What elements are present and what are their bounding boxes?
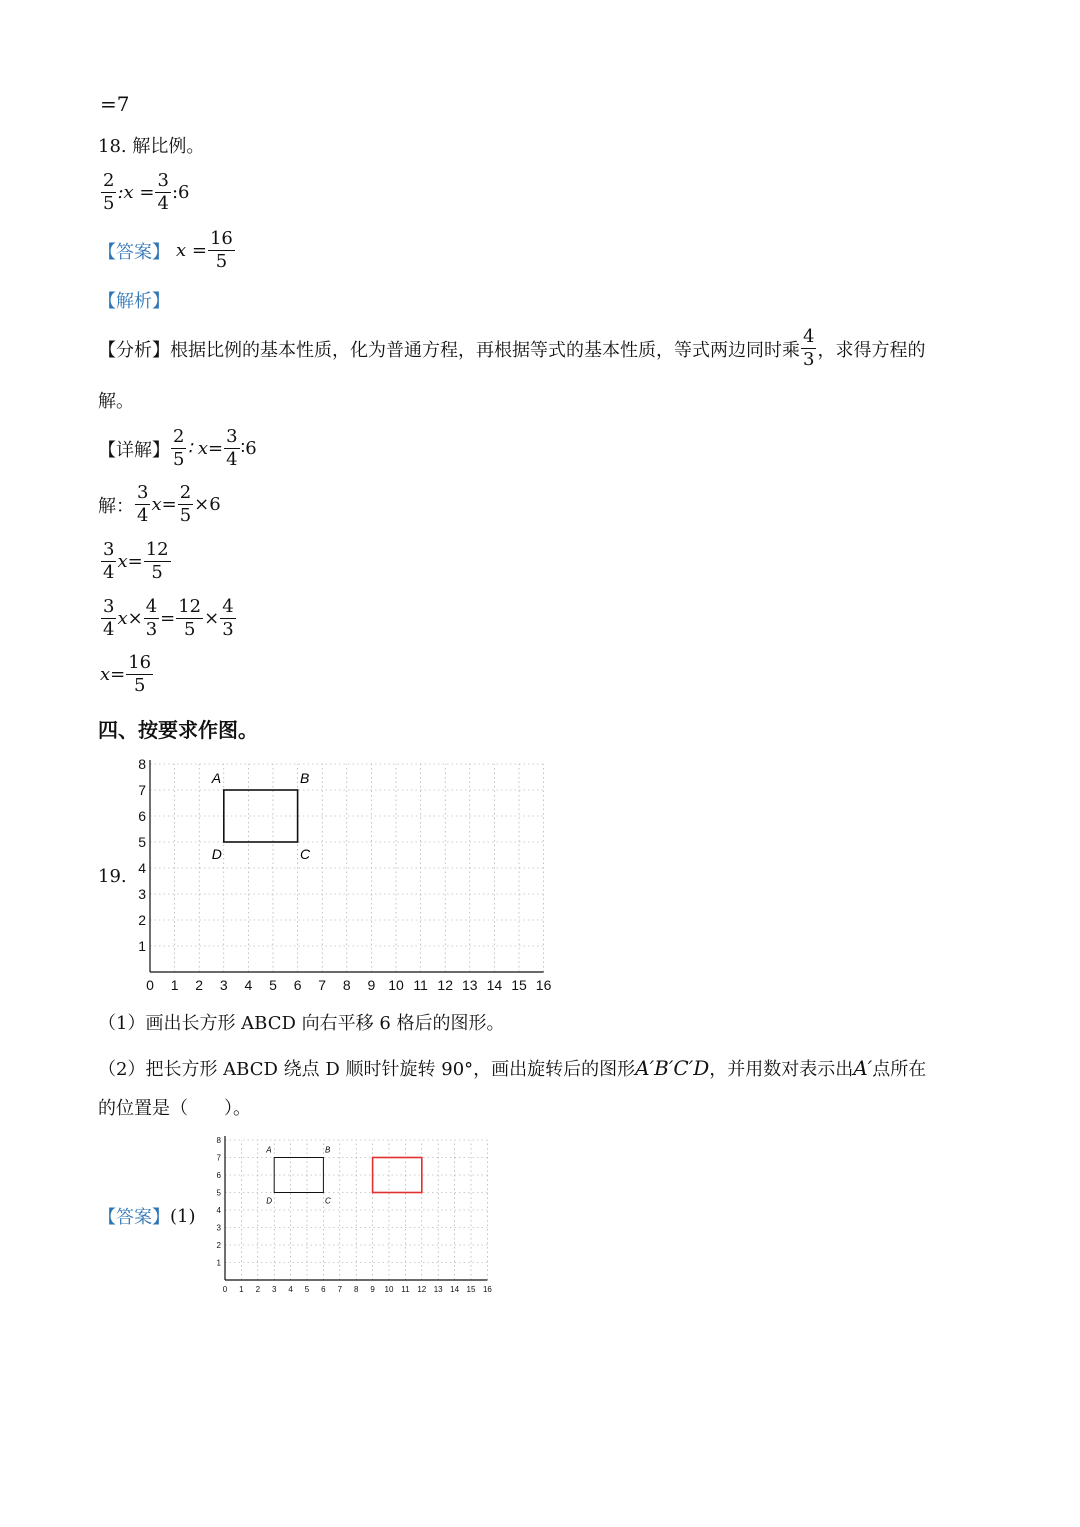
x-tick-label: 14 — [486, 977, 503, 993]
q19-answer — [98, 1203, 196, 1229]
x-tick-label: 7 — [337, 1285, 343, 1294]
y-tick-label: 2 — [216, 1240, 221, 1250]
y-tick-label: 6 — [216, 1170, 221, 1180]
step-lhs: x= — [100, 664, 126, 685]
x-tick-label: 13 — [462, 977, 478, 993]
fraction: $\frac{3}{4}$ — [103, 539, 115, 583]
x-tick-label: 7 — [318, 977, 327, 993]
point-label-c: C — [325, 1196, 331, 1206]
y-tick-label: 8 — [216, 1135, 221, 1145]
x-tick-label: 16 — [482, 1285, 492, 1294]
x-tick-label: 9 — [367, 977, 376, 993]
y-tick-label: 3 — [216, 1223, 221, 1233]
x-tick-label: 12 — [417, 1285, 427, 1294]
x-tick-label: 15 — [511, 977, 527, 993]
rectangle-abcd — [224, 790, 298, 842]
x-tick-label: 0 — [222, 1285, 228, 1294]
y-tick-label: 5 — [138, 833, 146, 850]
x-tick-label: 8 — [353, 1285, 359, 1294]
x-tick-label: 6 — [293, 977, 302, 993]
part2-text: ，并用数对表示出 — [709, 1059, 854, 1080]
y-tick-label: 1 — [138, 937, 146, 954]
fraction: $\frac{3}{4}$ — [137, 482, 149, 526]
jiexi-tag: 【解析】 — [98, 291, 170, 312]
fraction: $\frac{4}{3}$ — [222, 596, 234, 640]
x-tick-label: 13 — [433, 1285, 443, 1294]
point-label-d: D — [211, 845, 222, 862]
y-tick-label: 7 — [216, 1153, 221, 1163]
q18-equation — [100, 170, 189, 215]
grid-lines — [150, 760, 544, 972]
x-tick-label: 11 — [401, 1285, 410, 1294]
x-tick-label: 10 — [388, 977, 404, 993]
x-tick-label: 9 — [370, 1285, 375, 1294]
step-mid: x= — [151, 494, 177, 515]
point-label-a: A — [211, 769, 222, 786]
equation-tail: :6 — [171, 182, 190, 203]
y-tick-label: 7 — [138, 781, 146, 798]
x-tick-label: 14 — [450, 1285, 460, 1294]
previous-result: =7 — [100, 92, 130, 116]
y-tick-label: 4 — [216, 1205, 221, 1215]
y-tick-label: 1 — [216, 1258, 221, 1268]
fraction: $\frac{12}{5}$ — [145, 539, 169, 583]
answer-part: (1) — [170, 1205, 196, 1227]
x-tick-label: 1 — [239, 1285, 244, 1294]
point-label-d: D — [266, 1196, 272, 1206]
step-4 — [100, 652, 154, 697]
step-tail: ×6 — [194, 494, 221, 515]
x-tick-label: 8 — [342, 977, 351, 993]
fraction: $\frac{12}{5}$ — [178, 596, 202, 640]
q19-number: 19. — [98, 866, 127, 887]
step-mid: × — [204, 608, 220, 629]
fenxi-tag: 【分析】 — [98, 339, 170, 361]
step-1 — [98, 482, 221, 527]
fenxi-line — [98, 326, 925, 371]
y-tick-label: 5 — [216, 1188, 221, 1198]
x-tick-label: 5 — [304, 1285, 310, 1294]
step-prefix: 解： — [98, 495, 134, 517]
x-tick-label: 3 — [219, 977, 228, 993]
axis-ticks — [138, 756, 551, 993]
fraction: $\frac{2}{5}$ — [103, 170, 115, 214]
answer-tag: 【答案】 — [98, 241, 170, 263]
step-2 — [100, 539, 172, 584]
y-tick-label: 8 — [138, 755, 146, 772]
fraction: $\frac{2}{5}$ — [173, 426, 185, 470]
x-tick-label: 0 — [146, 977, 154, 993]
point-label-b: B — [300, 769, 310, 786]
fraction: $\frac{3}{4}$ — [157, 170, 169, 214]
part2-point: A′ — [853, 1056, 873, 1080]
fraction: $\frac{16}{5}$ — [128, 652, 152, 696]
answer-lhs: x = — [176, 240, 207, 261]
fenxi-text: ，求得方程的 — [817, 339, 926, 361]
y-tick-label: 4 — [138, 859, 146, 876]
fraction: $\frac{16}{5}$ — [209, 228, 233, 272]
fraction: $\frac{4}{3}$ — [803, 326, 815, 370]
q19-part2 — [98, 1055, 926, 1081]
x-tick-label: 15 — [466, 1285, 476, 1294]
x-tick-label: 11 — [413, 977, 428, 993]
y-tick-label: 3 — [138, 885, 146, 902]
detail-line — [98, 426, 257, 471]
step-mid: x× — [117, 608, 143, 629]
y-tick-label: 6 — [138, 807, 146, 824]
equation-tail: ∶6 — [240, 438, 257, 459]
fraction: $\frac{2}{5}$ — [179, 482, 192, 526]
fraction: $\frac{3}{4}$ — [103, 596, 115, 640]
part2-text: （2）把长方形 ABCD 绕点 D 顺时针旋转 90°，画出旋转后的图形 — [98, 1059, 636, 1080]
x-tick-label: 1 — [170, 977, 179, 993]
step-mid: = — [160, 608, 176, 629]
answer-tag: 【答案】 — [98, 1207, 170, 1228]
x-tick-label: 2 — [255, 1285, 261, 1294]
point-label-a: A — [266, 1145, 272, 1155]
q18-title: 18. 解比例。 — [98, 136, 205, 157]
point-label-c: C — [300, 845, 311, 862]
q18-answer — [98, 228, 236, 273]
x-tick-label: 12 — [437, 977, 453, 993]
q19-part2-end: 的位置是（ ）。 — [98, 1098, 251, 1119]
x-tick-label: 10 — [384, 1285, 394, 1294]
step-mid: x= — [117, 551, 143, 572]
x-tick-label: 4 — [288, 1285, 293, 1294]
fraction: $\frac{3}{4}$ — [226, 426, 238, 470]
fenxi-text-end: 解。 — [98, 391, 134, 412]
part2-figure-name: A′B′C′D — [635, 1056, 710, 1080]
q19-grid-figure — [120, 752, 570, 1002]
x-tick-label: 16 — [535, 977, 552, 993]
detail-tag: 【详解】 — [98, 439, 170, 461]
x-tick-label: 4 — [244, 977, 253, 993]
part2-text: 点所在 — [872, 1059, 927, 1080]
section-heading: 四、按要求作图。 — [98, 718, 258, 742]
x-tick-label: 2 — [195, 977, 204, 993]
point-label-b: B — [325, 1145, 331, 1155]
x-tick-label: 5 — [269, 977, 277, 993]
fraction: $\frac{4}{3}$ — [145, 596, 158, 640]
x-tick-label: 3 — [271, 1285, 277, 1294]
grid-lines — [225, 1136, 487, 1280]
q19-part1: （1）画出长方形 ABCD 向右平移 6 格后的图形。 — [98, 1013, 505, 1034]
q19-answer-figure — [205, 1132, 505, 1302]
equation-mid: :x = — [117, 182, 155, 203]
step-3 — [100, 596, 237, 641]
fenxi-text: 根据比例的基本性质，化为普通方程，再根据等式的基本性质，等式两边同时乘 — [170, 339, 800, 361]
equation-mid: ∶ x= — [187, 438, 224, 459]
x-tick-label: 6 — [321, 1285, 326, 1294]
y-tick-label: 2 — [138, 911, 146, 928]
